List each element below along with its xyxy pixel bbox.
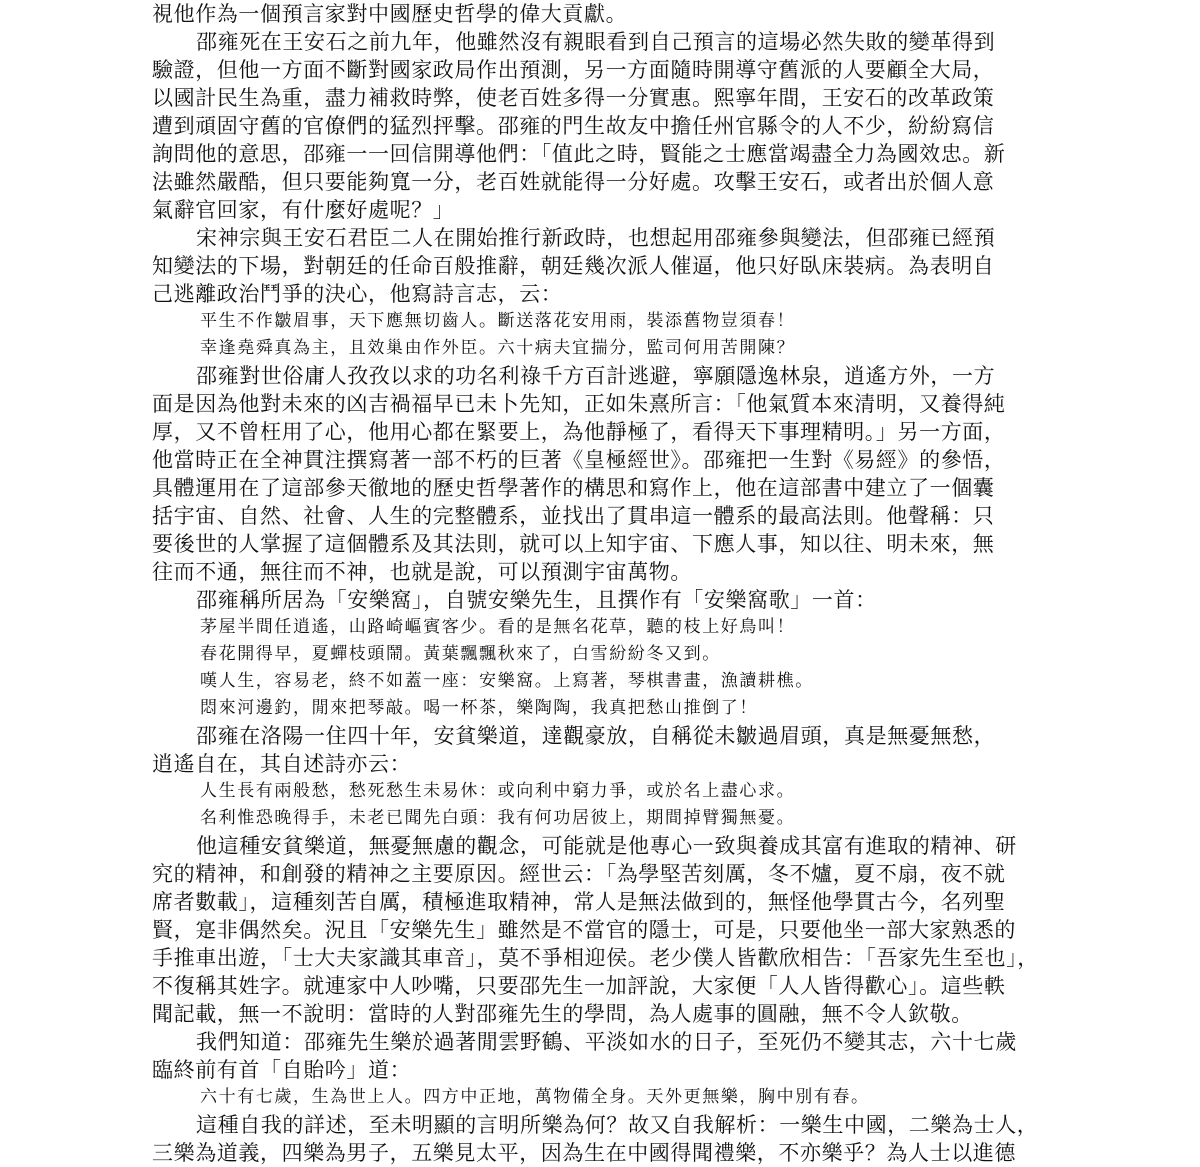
verse-line: 嘆人生，容易老，終不如蓋一座：安樂窩。上寫著，琴棋書畫，漁讀耕樵。	[200, 671, 814, 691]
verse-line: 春花開得早，夏蟬枝頭鬧。黃葉飄飄秋來了，白雪紛紛冬又到。	[200, 644, 721, 664]
text-line: 逍遙自在，其自述詩亦云：	[152, 752, 412, 776]
text-line: 不復稱其姓字。就連家中人吵嘴，只要邵先生一加評說，大家便「人人皆得歡心」。這些軼	[152, 974, 1006, 998]
text-line: 己逃離政治鬥爭的決心，他寫詩言志，云：	[152, 282, 563, 306]
paragraph-first-line: 這種自我的詳述，至未明顯的言明所樂為何？故又自我解析：一樂生中國，二樂為士人，	[196, 1113, 1039, 1137]
text-line: 三樂為道義，四樂為男子，五樂見太平，因為生在中國得聞禮樂，不亦樂乎？為人士以進德	[152, 1141, 1016, 1165]
verse-line: 悶來河邊釣，閒來把琴敲。喝一杯茶，樂陶陶，我真把愁山推倒了！	[200, 698, 758, 718]
text-line: 要後世的人掌握了這個體系及其法則，就可以上知宇宙、下應人事，知以往、明未來，無	[152, 532, 995, 556]
text-line: 究的精神，和創發的精神之主要原因。經世云：「為學堅苦刻厲，冬不爐，夏不扇，夜不就	[152, 862, 1006, 886]
verse-line: 名利惟恐晚得手，未老已聞先白頭：我有何功居彼上，期間掉臂獨無憂。	[200, 808, 796, 828]
paragraph-first-line: 宋神宗與王安石君臣二人在開始推行新政時，也想起用邵雍參與變法，但邵雍已經預	[196, 226, 996, 250]
text-line: 括宇宙、自然、社會、人生的完整體系，並找出了貫串這一體系的最高法則。他聲稱：只	[152, 504, 995, 528]
paragraph-first-line: 邵雍在洛陽一住四十年，安貧樂道，達觀豪放，自稱從未皺過眉頭，真是無憂無愁，	[196, 724, 996, 748]
text-line: 往而不通，無往而不神，也就是說，可以預測宇宙萬物。	[152, 560, 692, 584]
text-line: 聞記載，無一不說明：當時的人對邵雍先生的學問，為人處事的圓融，無不令人欽敬。	[152, 1002, 973, 1026]
text-line: 面是因為他對未來的凶吉禍福早已未卜先知，正如朱熹所言：「他氣質本來清明，又養得純	[152, 392, 1006, 416]
text-line: 法雖然嚴酷，但只要能夠寬一分，老百姓就能得一分好處。攻擊王安石，或者出於個人意	[152, 170, 995, 194]
verse-line: 平生不作皺眉事，天下應無切齒人。斷送落花安用雨，裝添舊物豈須春！	[200, 311, 796, 331]
text-line: 視他作為一個預言家對中國歷史哲學的偉大貢獻。	[152, 2, 628, 26]
text-line: 以國計民生為重，盡力補救時弊，使老百姓多得一分實惠。熙寧年間，王安石的改革政策	[152, 86, 995, 110]
text-line: 知變法的下場，對朝廷的任命百般推辭，朝廷幾次派人催逼，他只好臥床裝病。為表明自	[152, 254, 995, 278]
paragraph-first-line: 邵雍對世俗庸人孜孜以求的功名利祿千方百計逃避，寧願隱逸林泉，逍遙方外，一方	[196, 364, 996, 388]
text-line: 席者數載」，這種刻苦自厲，積極進取精神，常人是無法做到的，無怪他學貫古今，名列聖	[152, 890, 1006, 914]
verse-line: 幸逢堯舜真為主，且效巢由作外臣。六十病夫宜揣分，監司何用苦開陳？	[200, 338, 796, 358]
paragraph-first-line: 邵雍死在王安石之前九年，他雖然沒有親眼看到自己預言的這場必然失敗的變革得到	[196, 30, 996, 54]
verse-line: 茅屋半間任逍遙，山路崎嶇賓客少。看的是無名花草，聽的枝上好鳥叫！	[200, 617, 796, 637]
verse-line: 六十有七歲，生為世上人。四方中正地，萬物備全身。天外更無樂，胸中別有春。	[200, 1087, 870, 1107]
text-line: 賢，寔非偶然矣。況且「安樂先生」雖然是不當官的隱士，可是，只要他坐一部大家熟悉的	[152, 918, 1016, 942]
text-line: 臨終前有首「自貽吟」道：	[152, 1058, 412, 1082]
text-line: 詢問他的意思，邵雍一一回信開導他們：「值此之時，賢能之士應當竭盡全力為國效忠。新	[152, 142, 1006, 166]
document-body	[152, 0, 1039, 1167]
paragraph-first-line: 我們知道：邵雍先生樂於過著閒雲野鶴、平淡如水的日子，至死仍不變其志，六十七歲	[196, 1030, 1017, 1054]
text-line: 具體運用在了這部參天徹地的歷史哲學著作的構思和寫作上，他在這部書中建立了一個囊	[152, 476, 995, 500]
text-line: 手推車出遊，「士大夫家識其車音」，莫不爭相迎侯。老少僕人皆歡欣相告：「吾家先生至也」，	[152, 946, 1039, 970]
paragraph-first-line: 邵雍稱所居為「安樂窩」，自號安樂先生，且撰作有「安樂窩歌」一首：	[196, 588, 877, 612]
verse-line: 人生長有兩般愁，愁死愁生未易休：或向利中窮力爭，或於名上盡心求。	[200, 781, 796, 801]
text-line: 厚，又不曾枉用了心，他用心都在緊要上，為他靜極了，看得天下事理精明。」另一方面，	[152, 420, 1006, 444]
text-line: 驗證，但他一方面不斷對國家政局作出預測，另一方面隨時開導守舊派的人要顧全大局，	[152, 58, 995, 82]
text-line: 他當時正在全神貫注撰寫著一部不朽的巨著《皇極經世》。邵雍把一生對《易經》的參悟，	[152, 448, 1006, 472]
text-line: 遭到頑固守舊的官僚們的猛烈抨擊。邵雍的門生故友中擔任州官縣令的人不少，紛紛寫信	[152, 114, 995, 138]
text-line: 氣辭官回家，有什麼好處呢？」	[152, 198, 455, 222]
paragraph-first-line: 他這種安貧樂道，無憂無慮的觀念，可能就是他專心一致與養成其富有進取的精神、研	[196, 834, 1017, 858]
